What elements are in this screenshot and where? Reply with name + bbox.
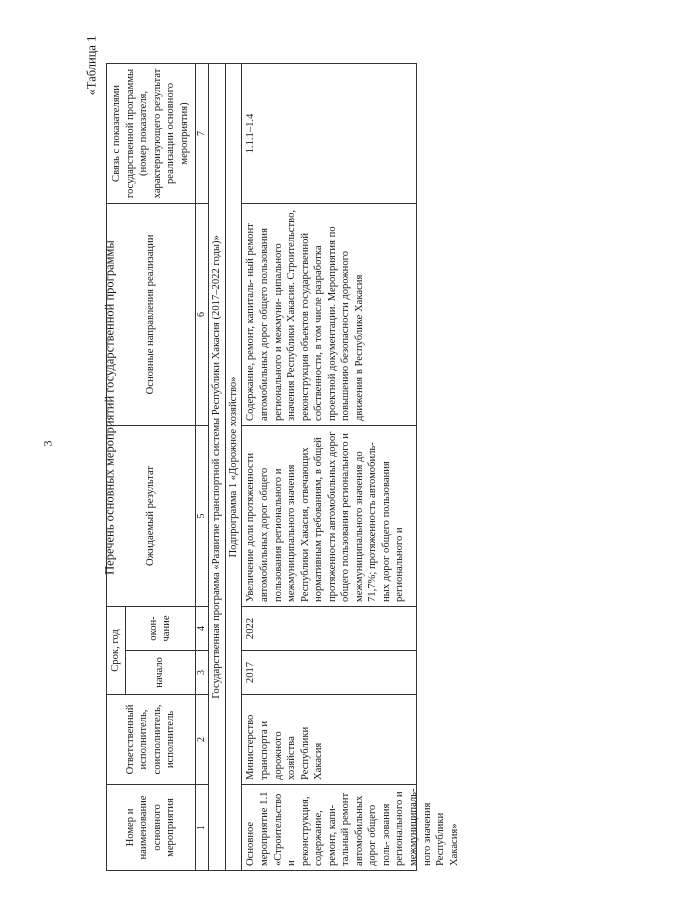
program-title: Государственная программа «Развитие транспортной системы Республики Хакасия (2017–2022 годы)» (209, 63, 226, 870)
col-number: 2 (195, 695, 209, 785)
directions: Содержание, ремонт, капиталь- ный ремонт автомобильных дорог общего пользования регионального и межмуни- ципального значения Республики Хакасия. Строительство, реконструкция объектов государственной собственности, в том числе разработка проектной документации. Мероприятия по повышению безопасности дорожного движения в Республике Хакасия (245, 209, 365, 421)
subprogram-title: Подпрограмма 1 «Дорожное хозяйство» (225, 63, 242, 870)
program-row (209, 63, 226, 870)
start-year: 2017 (242, 651, 417, 695)
col-number: 7 (195, 63, 209, 203)
executor: Министерство транспорта и дорожного хозяйства Республики Хакасия (245, 714, 325, 780)
header-row (107, 63, 126, 870)
expected-result: Увеличение доли протяженности автомобильных дорог общего пользования регионального и межмуниципального значения Республики Хакасия, отвечающих нормативным требованиям, в общей протяженности автомобильных дорог общего пользования регионального и межмуниципального значения до 71,7%; протяженность автомобиль- ных дорог общего пользования регионального и (245, 431, 406, 602)
header-col1: Номер и наименование основного мероприятия (107, 785, 196, 871)
table-row (242, 63, 417, 870)
col-number: 6 (195, 203, 209, 425)
header-end: окон- чание (125, 606, 195, 650)
col-number: 1 (195, 785, 209, 871)
measure-name-cell (242, 785, 460, 871)
table-caption: «Таблица 1 (84, 35, 99, 96)
col-number: 3 (195, 651, 209, 695)
indicator-link: 1.1.1–1.4 (242, 63, 417, 203)
subprogram-row (225, 63, 242, 870)
column-numbers-row (195, 63, 209, 870)
measure-name: Основное мероприятие 1.1 «Строительство и реконструкция, содержание, ремонт, капи- тальный ремонт автомобильных дорог общего поль- зования регионального и межмуниципаль- ного значения Республики Хакасия» (245, 788, 460, 866)
measures-table-container (106, 64, 694, 871)
header-col7: Связь с показателями государственной программы (номер показателя, характеризующего результат реализации основного мероприятия) (107, 63, 196, 203)
col-number: 4 (195, 606, 209, 650)
directions-cell (242, 203, 417, 425)
header-col6: Основные направления реализации (107, 203, 196, 425)
header-col2: Ответственный исполнитель, соисполнитель, исполнитель (107, 695, 196, 785)
col-number: 5 (195, 425, 209, 606)
measures-table (106, 63, 460, 871)
document-title: Перечень основных мероприятий государственной программы (102, 240, 117, 575)
header-start: начало (125, 651, 195, 695)
expected-result-cell (242, 425, 417, 606)
header-col5: Ожидаемый результат (107, 425, 196, 606)
page-number: 3 (40, 440, 55, 447)
executor-cell (242, 695, 417, 785)
end-year: 2022 (242, 606, 417, 650)
header-term: Срок, год (107, 606, 126, 694)
